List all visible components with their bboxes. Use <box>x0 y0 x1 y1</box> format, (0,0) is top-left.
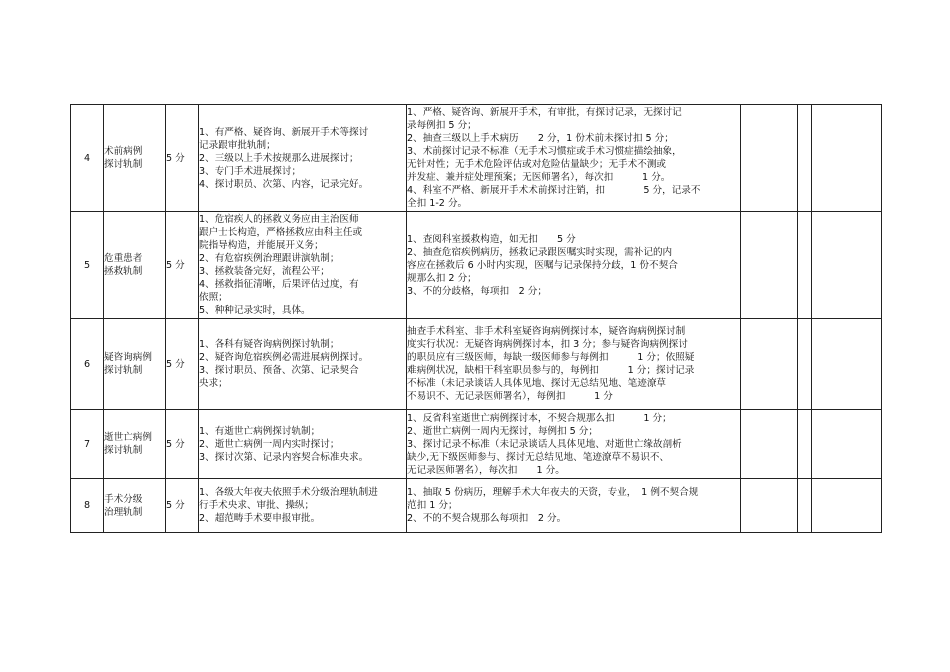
method-text-line: 2、逝世亡病例一周内无探讨，每例扣 5 分； <box>407 425 598 437</box>
method-text-line: 2、不的不契合规那么每项扣 2 分。 <box>407 513 567 524</box>
method-text-line: 3、不的分歧格，每项扣 2 分； <box>407 285 547 297</box>
blank-cell <box>812 319 882 410</box>
score: 5 分 <box>166 212 199 319</box>
item-name <box>104 105 166 212</box>
blank-cell <box>798 212 812 319</box>
method-text-line: 全扣 1-2 分。 <box>407 198 468 209</box>
method-text-line: 1、严格、疑咨询、新展开手术，有审批，有探讨记录，无探讨记 <box>407 107 682 118</box>
standard-text-line: 院指导构造，并能展开义务； <box>199 240 324 251</box>
row-number: 6 <box>71 319 104 410</box>
blank-cell <box>798 319 812 410</box>
blank-cell <box>812 410 882 479</box>
method-text-line: 的职员应有三级医师，每缺一级医师参与每例扣 1 分；依照疑 <box>407 352 695 363</box>
table-row <box>71 410 882 479</box>
blank-cell <box>798 410 812 479</box>
item-name-line: 治理轨制 <box>104 506 143 518</box>
standard-text-line: 1、危宿疾人的拯救义务应由主治医师 <box>199 214 359 225</box>
method-text-line: 容应在拯救后 6 小时内实现，医嘱与记录保持分歧，1 份不契合 <box>407 259 678 271</box>
method-text-line: 1、抽取 5 份病历，理解手术大年夜夫的天资，专业， 1 例不契合规 <box>407 487 699 498</box>
method-text-line: 2、抽查三级以上手术病历 2 分，1 份术前未探讨扣 5 分； <box>407 133 674 144</box>
blank-cell <box>741 410 798 479</box>
item-name <box>104 319 166 410</box>
blank-cell <box>812 105 882 212</box>
item-name <box>104 212 166 319</box>
standard-text-line: 2、有危宿疾例治理跟讲演轨制； <box>199 253 340 264</box>
method-text-line: 无针对性；无手术危险评估或对危险估量缺少；无手术不测或 <box>407 159 667 170</box>
standard-text-line: 4、探讨职员、次第、内容，记录完好。 <box>199 178 369 190</box>
method-text <box>407 105 741 212</box>
method-text-line: 难病例状况，缺相干科室职员参与的，每例扣 1 分；探讨记录 <box>407 365 695 376</box>
blank-cell <box>798 479 812 533</box>
item-name-line: 逝世亡病例 <box>104 432 152 443</box>
method-text-line: 规那么扣 2 分； <box>407 272 477 284</box>
standard-text-line: 3、拯救装备完好，流程公平； <box>199 266 330 277</box>
standard-text-line: 1、有逝世亡病例探讨轨制； <box>199 425 321 437</box>
row-number: 4 <box>71 105 104 212</box>
method-text-line: 2、抽查危宿疾例病历，拯救记录跟医嘱实时实现，需补记的内 <box>407 246 673 258</box>
standard-text-line: 跟户士长构造，严格拯救应由科主任或 <box>199 227 363 238</box>
item-name-line: 术前病例 <box>104 146 143 157</box>
method-text-line: 并发症、兼并症处理预案；无医师署名），每次扣 1 分。 <box>407 172 671 183</box>
standard-text <box>199 105 407 212</box>
standard-text-line: 1、各科有疑咨询病例探讨轨制； <box>199 339 340 350</box>
blank-cell <box>741 319 798 410</box>
blank-cell <box>741 212 798 319</box>
method-text-line: 3、探讨记录不标准（未记录谈话人具体见地、对逝世亡缘故剖析 <box>407 438 682 450</box>
standard-text <box>199 410 407 479</box>
standard-text-line: 2、三级以上手术按规那么进展探讨； <box>199 152 359 164</box>
method-text-line: 不易识不、无记录医师署名），每例扣 1 分 <box>407 391 613 402</box>
item-name-line: 危重患者 <box>104 253 143 264</box>
standard-text <box>199 319 407 410</box>
standard-text-line: 央求； <box>199 378 228 389</box>
table-row <box>71 479 882 533</box>
method-text <box>407 410 741 479</box>
standard-text-line: 2、逝世亡病例一周内实时探讨； <box>199 438 340 450</box>
table-row <box>71 212 882 319</box>
table-row <box>71 319 882 410</box>
table-row <box>71 105 882 212</box>
blank-cell <box>741 105 798 212</box>
method-text-line: 度实行状况：无疑咨询病例探讨本，扣 3 分；参与疑咨询病例探讨 <box>407 339 688 350</box>
standard-text-line: 1、有严格、疑咨询、新展开手术等探讨 <box>199 126 369 138</box>
method-text-line: 抽查手术科室、非手术科室疑咨询病例探讨本，疑咨询病例探讨制 <box>407 326 686 337</box>
blank-cell <box>812 212 882 319</box>
score: 5 分 <box>166 479 199 533</box>
method-text <box>407 319 741 410</box>
item-name-line: 手术分级 <box>104 493 143 505</box>
item-name-line: 拯救轨制 <box>104 266 143 277</box>
row-number: 8 <box>71 479 104 533</box>
evaluation-table <box>70 104 882 533</box>
item-name-line: 探讨轨制 <box>104 365 143 376</box>
standard-text <box>199 212 407 319</box>
row-number: 7 <box>71 410 104 479</box>
standard-text-line: 行手术央求、审批、操纵； <box>199 500 315 511</box>
table-body <box>71 105 882 533</box>
standard-text-line: 2、超范畴手术要申报审批。 <box>199 513 321 524</box>
standard-text-line: 记录跟审批轨制； <box>199 139 276 151</box>
blank-cell <box>812 479 882 533</box>
blank-cell <box>798 105 812 212</box>
standard-text-line: 依照； <box>199 292 228 303</box>
standard-text-line: 3、探讨次第、记录内容契合标准央求。 <box>199 451 369 463</box>
method-text-line: 3、术前探讨记录不标准（无手术习惯症或手术习惯症描绘抽象， <box>407 146 682 157</box>
item-name-line: 探讨轨制 <box>104 445 143 456</box>
standard-text-line: 3、专门手术进展探讨； <box>199 165 302 177</box>
method-text-line: 范扣 1 分； <box>407 500 458 511</box>
method-text-line: 1、反省科室逝世亡病例探讨本，不契合规那么扣 1 分； <box>407 412 672 424</box>
item-name-line: 探讨轨制 <box>104 159 143 170</box>
standard-text-line: 3、探讨职员、预备、次第、记录契合 <box>199 365 359 376</box>
score: 5 分 <box>166 410 199 479</box>
standard-text-line: 5、种种记录实时，具体。 <box>199 305 311 316</box>
score: 5 分 <box>166 105 199 212</box>
score: 5 分 <box>166 319 199 410</box>
standard-text-line: 1、各级大年夜夫依照手术分级治理轨制进 <box>199 487 378 498</box>
method-text-line: 无记录医师署名），每次扣 1 分。 <box>407 464 565 476</box>
method-text-line: 缺少,无下级医师参与、探讨无总结见地、笔迹潦草不易识不、 <box>407 451 670 463</box>
item-name <box>104 410 166 479</box>
method-text <box>407 212 741 319</box>
blank-cell <box>741 479 798 533</box>
method-text-line: 1、查阅科室援救构造，如无扣 5 分 <box>407 233 576 245</box>
standard-text-line: 4、拯救指征清晰，后果评估过度，有 <box>199 279 359 290</box>
standard-text <box>199 479 407 533</box>
item-name-line: 疑咨询病例 <box>104 352 152 363</box>
row-number: 5 <box>71 212 104 319</box>
standard-text-line: 2、疑咨询危宿疾例必需进展病例探讨。 <box>199 352 369 363</box>
method-text <box>407 479 741 533</box>
item-name <box>104 479 166 533</box>
method-text-line: 4、科室不严格、新展开手术术前探讨注销，扣 5 分，记录不 <box>407 185 701 196</box>
method-text-line: 录每例扣 5 分； <box>407 120 477 131</box>
method-text-line: 不标准（未记录谈话人具体见地、探讨无总结见地、笔迹潦草 <box>407 378 667 389</box>
